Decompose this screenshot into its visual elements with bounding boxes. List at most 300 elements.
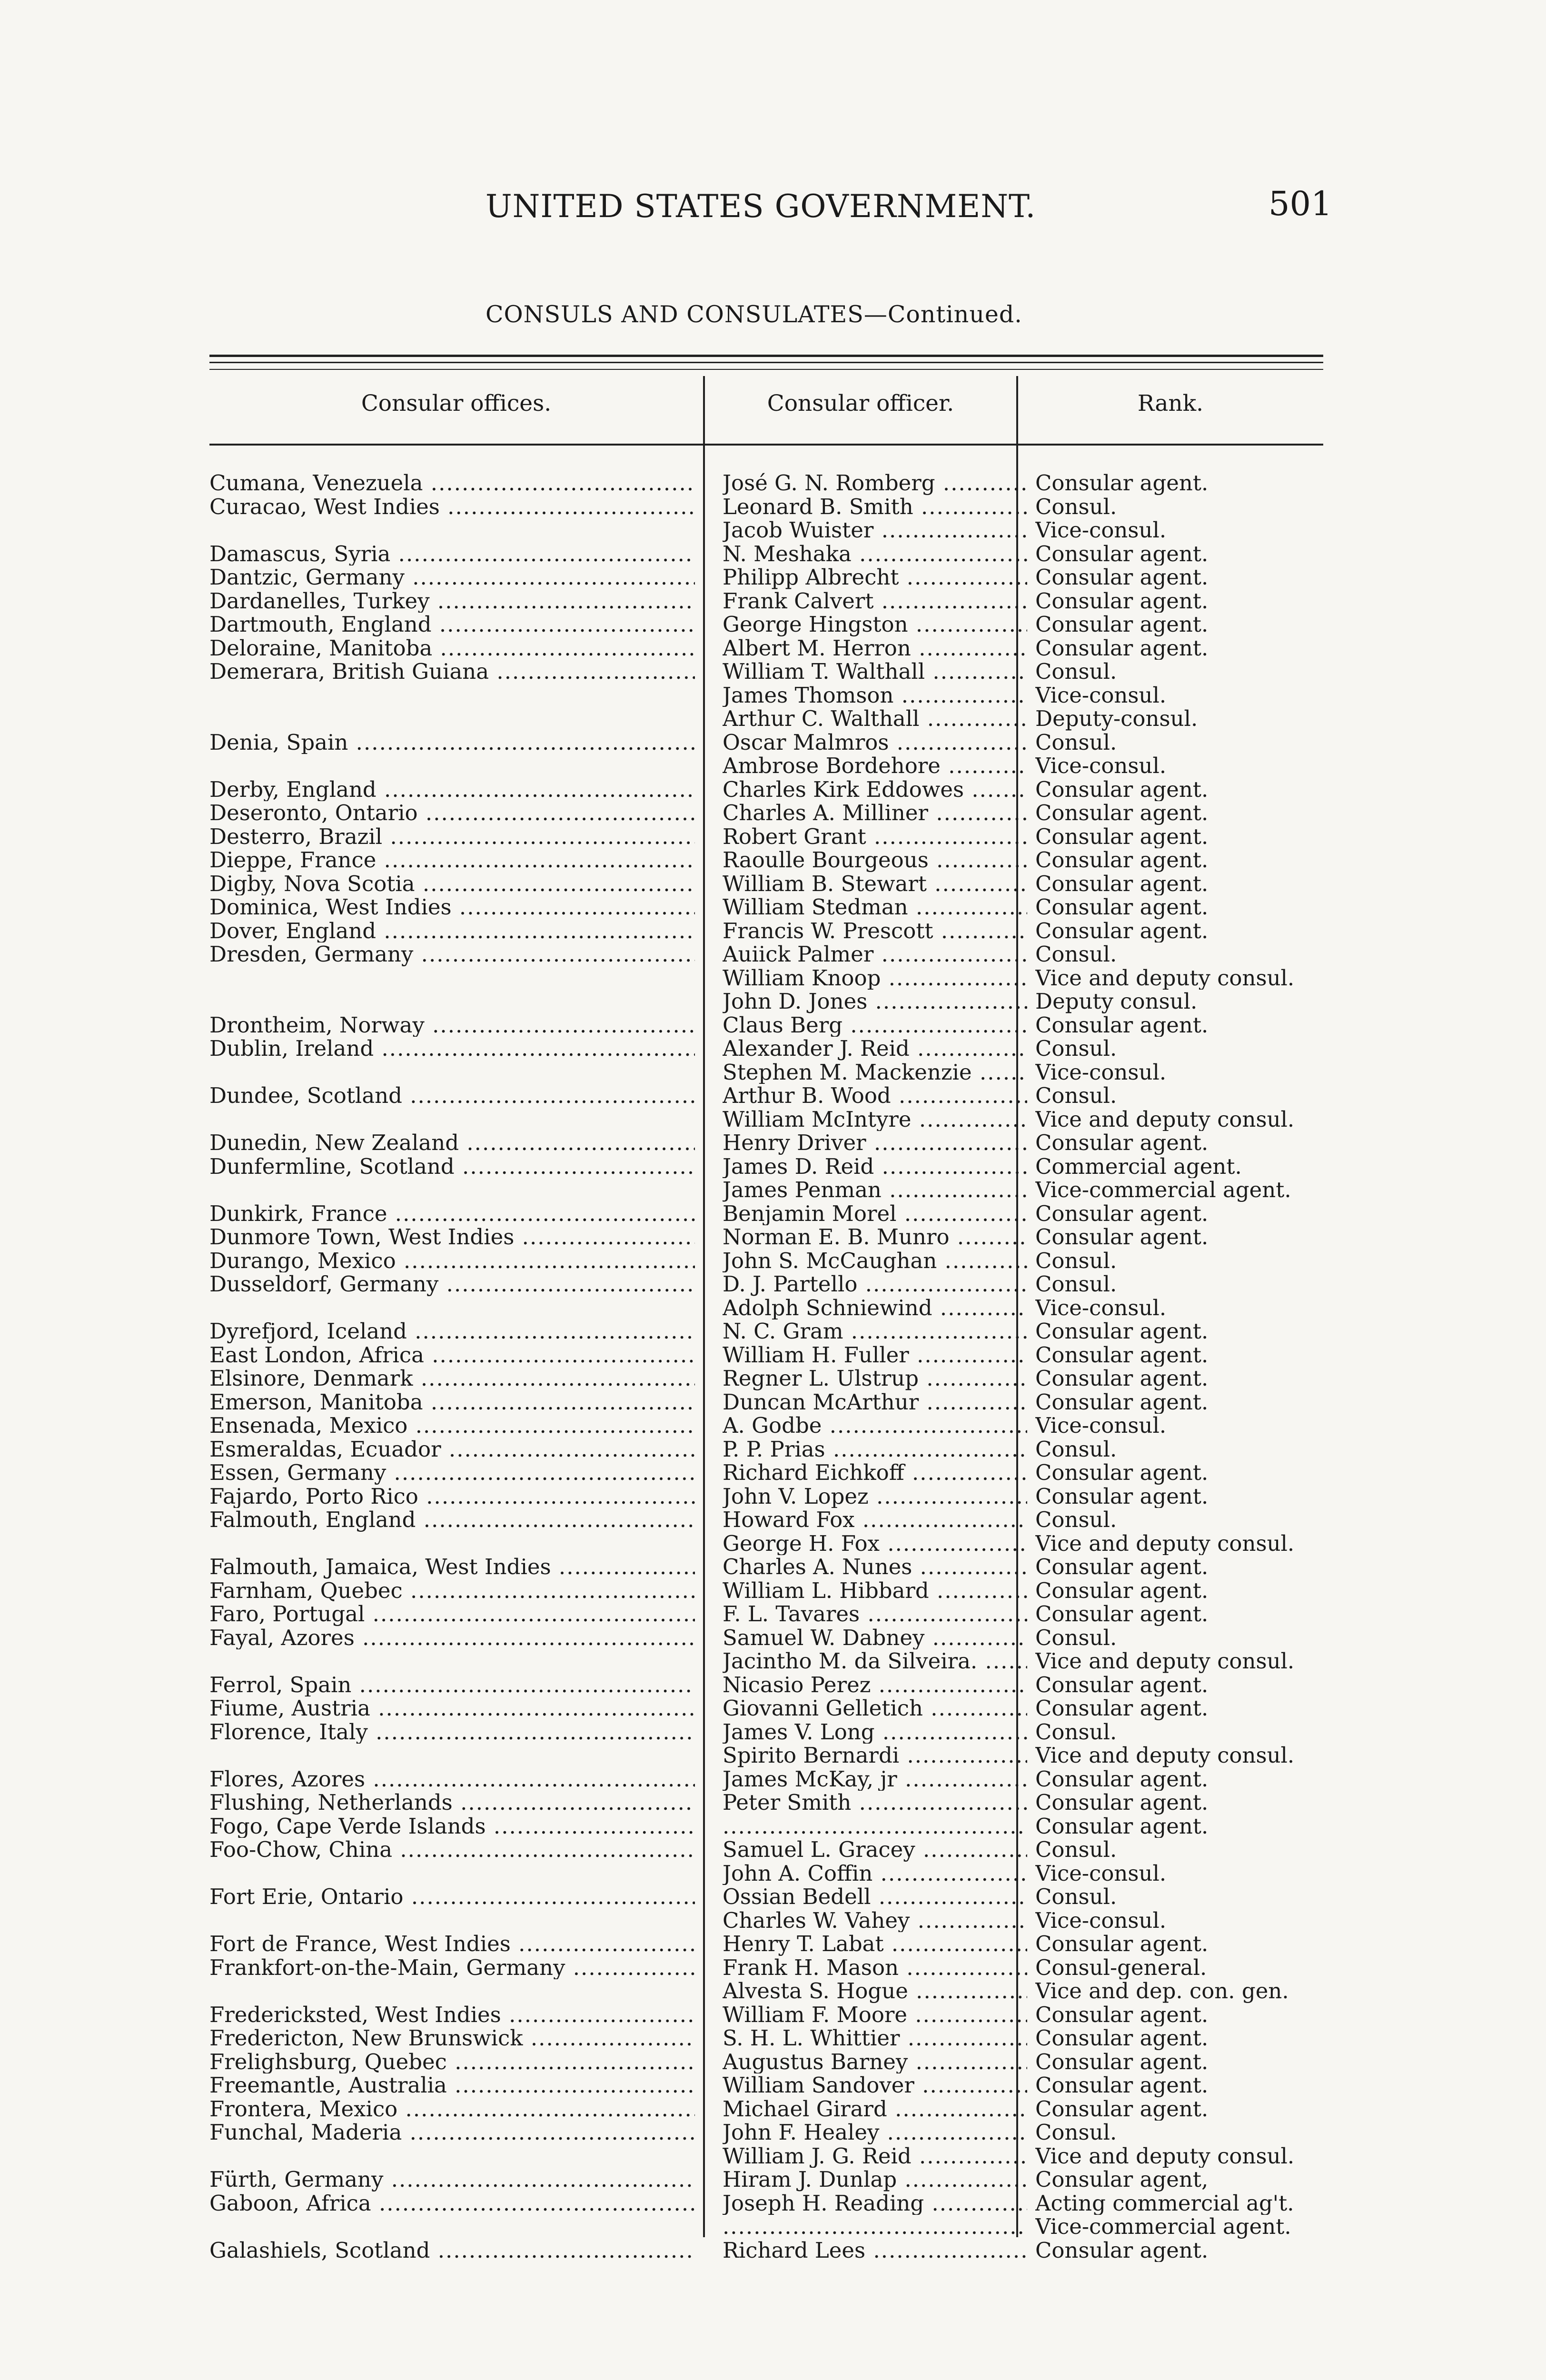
table-row <box>209 1532 1323 1556</box>
consular-office <box>209 1414 695 1438</box>
consular-officer-text: William H. Fuller <box>723 1343 909 1367</box>
dot-leader <box>866 1131 1027 1155</box>
dot-leader <box>857 1272 1027 1296</box>
dot-leader <box>514 1225 695 1249</box>
dot-leader <box>383 2168 695 2192</box>
dot-leader <box>914 2073 1027 2097</box>
consular-officer <box>723 2192 1027 2215</box>
consular-office <box>209 636 695 660</box>
dot-leader <box>382 825 695 849</box>
consular-officer <box>723 1532 1027 1556</box>
rank: Consular agent. <box>1035 1578 1209 1602</box>
consular-officer-text: Michael Girard <box>723 2097 887 2121</box>
table-row <box>209 2003 1323 2027</box>
table-row <box>209 2192 1323 2215</box>
dot-leader <box>873 942 1027 966</box>
consular-officer <box>723 1414 1027 1438</box>
table-row <box>209 1343 1323 1367</box>
consular-office <box>209 1013 695 1037</box>
consular-officer <box>723 1108 1027 1131</box>
rank: Consular agent. <box>1035 1461 1209 1485</box>
dot-leader <box>881 966 1027 990</box>
rank: Consular agent. <box>1035 1319 1209 1343</box>
consular-office <box>209 495 695 519</box>
consular-office <box>209 1838 695 1862</box>
consular-office <box>209 1791 695 1815</box>
consular-officer-text: Raoulle Bourgeous <box>723 848 929 872</box>
dot-leader <box>453 1791 695 1815</box>
dot-leader <box>932 1296 1027 1320</box>
consular-officer-text: William Stedman <box>723 895 908 919</box>
consular-office <box>209 1815 695 1838</box>
dot-leader <box>825 1438 1027 1461</box>
rank: Consular agent. <box>1035 2097 1209 2121</box>
dot-leader <box>927 872 1027 896</box>
rank: Consul. <box>1035 1508 1117 1532</box>
consular-office <box>209 613 695 636</box>
consular-office <box>209 1061 695 1084</box>
consular-office-text: Fogo, Cape Verde Islands <box>209 1814 486 1838</box>
dot-leader <box>869 1485 1027 1508</box>
dot-leader <box>423 471 695 495</box>
consular-office <box>209 1461 695 1485</box>
consular-officer <box>723 1155 1027 1179</box>
dot-leader <box>879 2121 1027 2144</box>
dot-leader <box>387 1202 695 1226</box>
dot-leader <box>355 1626 695 1650</box>
consular-officer-text: John D. Jones <box>723 990 868 1013</box>
dot-leader <box>908 2050 1027 2074</box>
column-header-office: Consular offices. <box>361 390 552 416</box>
consular-office-text: Deloraine, Manitoba <box>209 636 433 660</box>
consular-officer-text: William Knoop <box>723 966 881 990</box>
table-row <box>209 1932 1323 1956</box>
consular-office <box>209 1720 695 1744</box>
consular-officer-text: William Sandover <box>723 2073 914 2097</box>
consular-officer <box>723 707 1027 731</box>
dot-leader <box>913 495 1027 519</box>
table-row <box>209 1367 1323 1390</box>
consular-office <box>209 565 695 589</box>
consular-officer-text: William T. Walthall <box>723 660 925 684</box>
consular-office <box>209 1155 695 1179</box>
consular-officer <box>723 731 1027 754</box>
consular-officer-text: A. Godbe <box>723 1414 822 1438</box>
table-row <box>209 1791 1323 1815</box>
consular-officer <box>723 1061 1027 1084</box>
dot-leader <box>897 1202 1027 1226</box>
dot-leader <box>919 1367 1027 1390</box>
consular-officer <box>723 1696 1027 1720</box>
header-rule <box>209 444 1323 446</box>
dot-leader <box>376 848 695 872</box>
dot-leader <box>897 2168 1027 2192</box>
consular-office <box>209 942 695 966</box>
table-row <box>209 471 1323 495</box>
dot-leader <box>430 2239 695 2262</box>
dot-leader <box>413 1367 695 1390</box>
consular-officer-text: Jacintho M. da Silveira. <box>723 1649 978 1673</box>
table-row <box>209 1979 1323 2003</box>
dot-leader <box>365 1602 695 1626</box>
consular-officer <box>723 2026 1027 2050</box>
consular-office-text: Dieppe, France <box>209 848 377 872</box>
consular-office-text: Funchal, Maderia <box>209 2121 402 2144</box>
consular-officer <box>723 2050 1027 2074</box>
table-row <box>209 1202 1323 1226</box>
dot-leader <box>852 542 1027 566</box>
consular-office <box>209 1367 695 1390</box>
consular-officer <box>723 589 1027 613</box>
dot-leader <box>924 2192 1027 2215</box>
consular-office-text: Curacao, West Indies <box>209 495 440 518</box>
dot-leader <box>882 1178 1027 1202</box>
dot-leader <box>911 636 1027 660</box>
table-row <box>209 1249 1323 1273</box>
table-row <box>209 636 1323 660</box>
consular-office-text: Demerara, British Guiana <box>209 660 489 684</box>
consular-office-text: Dunedin, New Zealand <box>209 1131 459 1155</box>
consular-officer <box>723 2168 1027 2192</box>
rank: Consular agent. <box>1035 919 1209 942</box>
consular-office-text: Digby, Nova Scotia <box>209 872 415 895</box>
table-row <box>209 1579 1323 1603</box>
consular-officer-text: James D. Reid <box>723 1154 874 1178</box>
consular-officer-text: Regner L. Ulstrup <box>723 1367 919 1390</box>
consular-officer-text: Henry T. Labat <box>723 1932 884 1956</box>
rank: Consular agent. <box>1035 895 1209 919</box>
rank: Vice-commercial agent. <box>1035 1178 1291 1202</box>
consular-officer-text: José G. N. Romberg <box>723 471 935 495</box>
consular-office-text: Dominica, West Indies <box>209 895 452 919</box>
table-row <box>209 565 1323 589</box>
table-row <box>209 1508 1323 1532</box>
consular-officer <box>723 2144 1027 2168</box>
rank: Consular agent. <box>1035 1201 1209 1225</box>
consular-officer-text: William L. Hibbard <box>723 1578 929 1602</box>
dot-leader <box>950 1225 1027 1249</box>
consular-office-text: Freemantle, Australia <box>209 2073 447 2097</box>
consular-officer-text: Richard Lees <box>723 2238 866 2262</box>
consular-officer <box>723 636 1027 660</box>
table-row <box>209 1272 1323 1296</box>
consular-officer-text: F. L. Tavares <box>723 1602 860 1626</box>
rank: Consular agent. <box>1035 542 1209 565</box>
table-row <box>209 801 1323 825</box>
table-row <box>209 2121 1323 2144</box>
dot-leader <box>390 542 695 566</box>
dot-leader <box>972 1061 1027 1084</box>
consular-office <box>209 801 695 825</box>
consular-officer-text: William B. Stewart <box>723 872 927 895</box>
consular-office-text: Denia, Spain <box>209 730 348 754</box>
consular-office <box>209 1555 695 1579</box>
consular-officer-text: William McIntyre <box>723 1107 912 1131</box>
rank: Consular agent. <box>1035 636 1209 660</box>
rank: Consul-general. <box>1035 1955 1207 1979</box>
consular-office <box>209 990 695 1013</box>
dot-leader <box>489 660 695 684</box>
dot-leader <box>899 1956 1027 1980</box>
table-row <box>209 2050 1323 2074</box>
consular-officer <box>723 542 1027 566</box>
consular-officer <box>723 613 1027 636</box>
table-row <box>209 731 1323 754</box>
rank: Consular agent. <box>1035 872 1209 895</box>
table-row <box>209 1626 1323 1650</box>
rank: Consul. <box>1035 942 1117 966</box>
consular-office-text: Dunmore Town, West Indies <box>209 1225 515 1249</box>
dot-leader <box>402 2121 695 2144</box>
consular-office-text: Elsinore, Denmark <box>209 1367 413 1390</box>
table-row <box>209 778 1323 802</box>
consular-officer-text: James V. Long <box>723 1720 875 1744</box>
consular-officer <box>723 1767 1027 1791</box>
consular-officer-text: Charles W. Vahey <box>723 1908 910 1932</box>
consular-office <box>209 1390 695 1414</box>
dot-leader <box>860 1602 1027 1626</box>
rank: Consular agent. <box>1035 2026 1209 2050</box>
dot-leader <box>348 731 695 754</box>
consular-office <box>209 1649 695 1673</box>
rank: Consul. <box>1035 1037 1117 1061</box>
consular-officer-text: John F. Healey <box>723 2121 880 2144</box>
consular-officer-text: Charles Kirk Eddowes <box>723 777 964 801</box>
consular-office-text: Dardanelles, Turkey <box>209 589 430 613</box>
dot-leader <box>884 1932 1027 1956</box>
consular-officer-text: Oscar Malmros <box>723 730 889 754</box>
consular-office-text: Fredericton, New Brunswick <box>209 2026 523 2050</box>
consular-officer <box>723 1013 1027 1037</box>
dot-leader <box>899 1744 1027 1767</box>
dot-leader <box>365 1767 695 1791</box>
table-row <box>209 1673 1323 1697</box>
table-row <box>209 1438 1323 1461</box>
table-row <box>209 1956 1323 1980</box>
table-row <box>209 1178 1323 1202</box>
consular-office <box>209 1485 695 1508</box>
rank: Vice-consul. <box>1035 1908 1167 1932</box>
dot-leader <box>452 895 695 919</box>
consular-office <box>209 1249 695 1273</box>
dot-leader <box>423 1390 695 1414</box>
consular-officer <box>723 990 1027 1013</box>
consular-officer-text: Hiram J. Dunlap <box>723 2168 897 2192</box>
table-row <box>209 1815 1323 1838</box>
rank: Consular agent. <box>1035 2050 1209 2073</box>
dot-leader <box>386 1461 695 1485</box>
dot-leader <box>723 1815 1027 1838</box>
rank: Vice-consul. <box>1035 1414 1167 1438</box>
consular-officer <box>723 1815 1027 1838</box>
consular-officer-text: Philipp Albrecht <box>723 565 899 589</box>
consular-officer <box>723 1367 1027 1390</box>
dot-leader <box>908 613 1027 636</box>
rank: Vice and deputy consul. <box>1035 966 1295 990</box>
dot-leader <box>486 1815 695 1838</box>
rank: Consular agent. <box>1035 1390 1209 1414</box>
consular-office-text: Fürth, Germany <box>209 2168 384 2192</box>
dot-leader <box>891 1084 1027 1108</box>
table-row <box>209 1108 1323 1131</box>
dot-leader <box>438 1272 695 1296</box>
table-row <box>209 2168 1323 2192</box>
consular-office-text: Damascus, Syria <box>209 542 391 565</box>
consular-officer <box>723 825 1027 849</box>
dot-leader <box>447 2073 695 2097</box>
dot-leader <box>933 919 1027 943</box>
dot-leader <box>440 495 695 519</box>
consular-officer-text: Frank H. Mason <box>723 1955 899 1979</box>
consular-officer <box>723 684 1027 707</box>
consular-office <box>209 1272 695 1296</box>
consular-officer <box>723 2121 1027 2144</box>
consular-officer <box>723 471 1027 495</box>
rank: Consular agent. <box>1035 1932 1209 1956</box>
consular-officer-text: Frank Calvert <box>723 589 874 613</box>
table-row <box>209 2026 1323 2050</box>
consular-office-text: Dundee, Scotland <box>209 1084 402 1108</box>
consular-office <box>209 471 695 495</box>
consular-officer <box>723 778 1027 802</box>
consular-office <box>209 1108 695 1131</box>
column-header-rank: Rank. <box>1137 390 1204 416</box>
consular-office <box>209 1438 695 1461</box>
consular-officer <box>723 1225 1027 1249</box>
dot-leader <box>377 778 695 802</box>
consular-officer-text: Nicasio Perez <box>723 1673 871 1696</box>
table-row <box>209 2073 1323 2097</box>
table-row <box>209 990 1323 1013</box>
table-row <box>209 542 1323 566</box>
consular-officer-text: James Thomson <box>723 683 894 707</box>
consular-officer <box>723 495 1027 519</box>
dot-leader <box>407 1319 695 1343</box>
rank: Consular agent. <box>1035 2073 1209 2097</box>
dot-leader <box>822 1414 1027 1438</box>
table-row <box>209 613 1323 636</box>
dot-leader <box>929 1579 1027 1603</box>
consular-officer <box>723 1956 1027 1980</box>
dot-leader <box>368 1720 695 1744</box>
table-row <box>209 518 1323 542</box>
dot-leader <box>396 1249 695 1273</box>
table-row <box>209 1720 1323 1744</box>
consular-officer-text: Richard Eichkoff <box>723 1461 904 1485</box>
consular-office <box>209 1532 695 1556</box>
consular-office <box>209 966 695 990</box>
dot-leader <box>842 1013 1027 1037</box>
consular-officer <box>723 2003 1027 2027</box>
consular-officer-text: George H. Fox <box>723 1531 880 1555</box>
table-row <box>209 2144 1323 2168</box>
dot-leader <box>413 942 695 966</box>
dot-leader <box>910 1909 1027 1933</box>
consular-officer-text: Adolph Schniewind <box>723 1296 932 1319</box>
rank: Consular agent. <box>1035 824 1209 848</box>
consular-officer <box>723 801 1027 825</box>
rank: Vice-consul. <box>1035 683 1167 707</box>
consular-office-text: Desterro, Brazil <box>209 824 383 848</box>
consular-officer-text: Alvesta S. Hogue <box>723 1979 908 2003</box>
consular-office-text: Gaboon, Africa <box>209 2191 371 2215</box>
consular-officer <box>723 1649 1027 1673</box>
consular-officer <box>723 966 1027 990</box>
consular-office <box>209 1932 695 1956</box>
table-row <box>209 2239 1323 2262</box>
rank: Consul. <box>1035 1838 1117 1862</box>
table-row <box>209 942 1323 966</box>
rank: Vice and deputy consul. <box>1035 2144 1295 2168</box>
consular-officer <box>723 1178 1027 1202</box>
dot-leader <box>923 1696 1027 1720</box>
dot-leader <box>909 1343 1027 1367</box>
consular-officer-text: Charles A. Milliner <box>723 801 929 825</box>
consular-office-text: Deseronto, Ontario <box>209 801 418 825</box>
consular-office <box>209 1225 695 1249</box>
consular-office-text: Cumana, Venezuela <box>209 471 423 495</box>
consular-office <box>209 1744 695 1767</box>
rank: Consul. <box>1035 1249 1117 1272</box>
dot-leader <box>977 1649 1027 1673</box>
dot-leader <box>872 1862 1027 1885</box>
consular-office <box>209 2239 695 2262</box>
consular-officer-text: Stephen M. Mackenzie <box>723 1060 972 1084</box>
column-header-officer: Consular officer. <box>767 390 954 416</box>
dot-leader <box>925 660 1027 684</box>
consular-officer-text: Norman E. B. Munro <box>723 1225 950 1249</box>
consular-office-text: Ferrol, Spain <box>209 1673 352 1696</box>
dot-leader <box>871 1885 1027 1909</box>
dot-leader <box>447 2050 695 2074</box>
dot-leader <box>874 1155 1027 1179</box>
table-row <box>209 1155 1323 1179</box>
rank: Consular agent. <box>1035 613 1209 636</box>
dot-leader <box>855 1508 1027 1532</box>
consular-officer <box>723 2073 1027 2097</box>
consular-officer-text: Spirito Bernardi <box>723 1744 900 1767</box>
consular-office-text: Faro, Portugal <box>209 1602 365 1626</box>
consular-office <box>209 1885 695 1909</box>
dot-leader <box>723 2215 1027 2239</box>
rank: Consul. <box>1035 495 1117 518</box>
rank: Consular agent. <box>1035 801 1209 825</box>
rank: Consular agent. <box>1035 1367 1209 1390</box>
consular-office-text: Dover, England <box>209 919 377 942</box>
rank: Consular agent. <box>1035 1696 1209 1720</box>
consular-office-text: Dantzic, Germany <box>209 565 405 589</box>
consular-office-text: Fiume, Austria <box>209 1696 370 1720</box>
dot-leader <box>920 707 1027 731</box>
consular-office <box>209 895 695 919</box>
table-row <box>209 1319 1323 1343</box>
dot-leader <box>894 684 1028 707</box>
dot-leader <box>875 1720 1027 1744</box>
consular-officer <box>723 2215 1027 2239</box>
rank: Vice and deputy consul. <box>1035 1649 1295 1673</box>
rank: Consular agent. <box>1035 1814 1209 1838</box>
dot-leader <box>912 1108 1027 1131</box>
rank: Vice-consul. <box>1035 1060 1167 1084</box>
rank: Vice and deputy consul. <box>1035 1107 1295 1131</box>
consular-officer <box>723 1720 1027 1744</box>
dot-leader <box>907 2003 1027 2027</box>
table-row <box>209 684 1323 707</box>
consular-officer-text: William J. G. Reid <box>723 2144 912 2168</box>
consular-officer-text: Duncan McArthur <box>723 1390 919 1414</box>
consular-office <box>209 1084 695 1108</box>
rank: Consular agent. <box>1035 1555 1209 1579</box>
